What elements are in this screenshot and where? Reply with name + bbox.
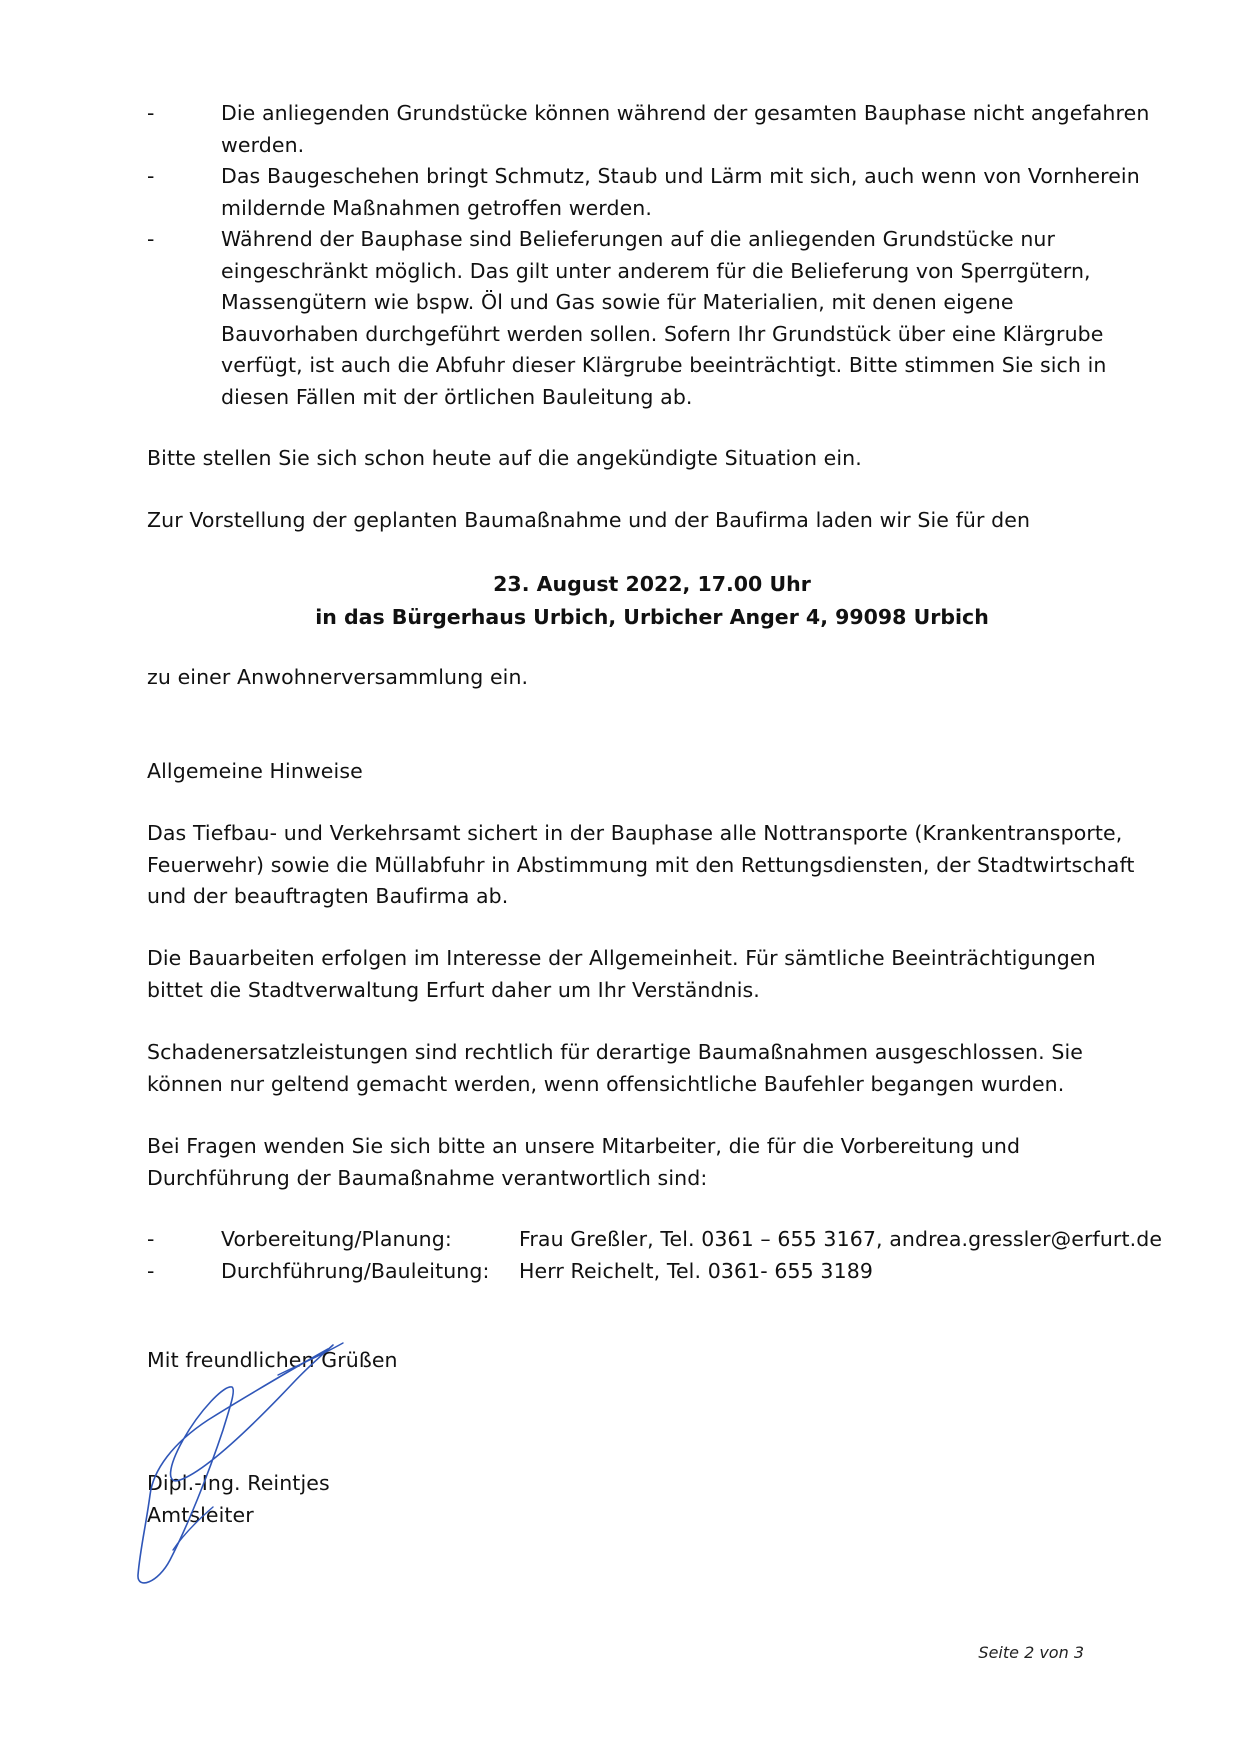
contact-list [147, 1224, 1163, 1287]
general-notes-heading: Allgemeine Hinweise [147, 759, 363, 783]
bullet-line: werden. [221, 132, 305, 157]
paragraph-line: Die Bauarbeiten erfolgen im Interesse der Allgemeinheit. Für sämtliche Beeinträchtigungen [147, 946, 1096, 970]
signer-block [147, 1468, 1157, 1531]
event-location: in das Bürgerhaus Urbich, Urbicher Anger 4, 99098 Urbich [315, 605, 989, 629]
contact-label: Vorbereitung/Planung: [221, 1227, 452, 1251]
bullet-text [221, 224, 1157, 413]
contact-details: Herr Reichelt, Tel. 0361- 655 3189 [519, 1258, 873, 1283]
questions-paragraph [147, 1131, 1157, 1194]
bullet-line: Während der Bauphase sind Belieferungen auf die anliegenden Grundstücke nur [221, 227, 1056, 251]
emergency-transport-paragraph [147, 818, 1157, 913]
bullet-line: Bauvorhaben durchgeführt werden sollen. Sofern Ihr Grundstück über eine Klärgrube [221, 321, 1104, 346]
bullet-line: Die anliegenden Grundstücke können während der gesamten Bauphase nicht angefahren [221, 101, 1150, 125]
paragraph-line: können nur geltend gemacht werden, wenn offensichtliche Baufehler begangen wurden. [147, 1071, 1065, 1096]
bullet-dash: - [147, 101, 155, 125]
closing-greeting: Mit freundlichen Grüßen [147, 1348, 398, 1372]
page-number: Seite 2 von 3 [978, 1643, 1084, 1662]
public-interest-paragraph [147, 943, 1157, 1006]
signer-title: Amtsleiter [147, 1502, 254, 1527]
meeting-paragraph: zu einer Anwohnerversammlung ein. [147, 665, 529, 689]
bullet-line: Das Baugeschehen bringt Schmutz, Staub und Lärm mit sich, auch wenn von Vornherein [221, 164, 1140, 188]
bullet-dash: - [147, 164, 155, 188]
bullet-line: mildernde Maßnahmen getroffen werden. [221, 195, 653, 220]
contact-details: Frau Greßler, Tel. 0361 – 655 3167, andrea.gressler@erfurt.de [519, 1227, 1163, 1251]
impact-bullet-list [147, 98, 1157, 413]
impact-bullet [147, 161, 1157, 224]
signer-name: Dipl.-Ing. Reintjes [147, 1471, 330, 1495]
bullet-line: verfügt, ist auch die Abfuhr dieser Klärgrube beeinträchtigt. Bitte stimmen Sie sich in [221, 353, 1107, 377]
paragraph-line: bittet die Stadtverwaltung Erfurt daher um Ihr Verständnis. [147, 977, 760, 1002]
paragraph-line: Das Tiefbau- und Verkehrsamt sichert in der Bauphase alle Nottransporte (Krankentransporte, [147, 821, 1123, 845]
paragraph-line: Durchführung der Baumaßnahme verantwortlich sind: [147, 1165, 708, 1190]
prepare-paragraph: Bitte stellen Sie sich schon heute auf die angekündigte Situation ein. [147, 446, 862, 470]
bullet-text [221, 161, 1157, 224]
contact-label: Durchführung/Bauleitung: [221, 1258, 490, 1283]
contact-dash: - [147, 1258, 155, 1283]
paragraph-line: Bei Fragen wenden Sie sich bitte an unsere Mitarbeiter, die für die Vorbereitung und [147, 1134, 1021, 1158]
bullet-text [221, 98, 1157, 161]
contact-row [147, 1224, 1163, 1256]
impact-bullet [147, 224, 1157, 413]
impact-bullet [147, 98, 1157, 161]
bullet-line: eingeschränkt möglich. Das gilt unter anderem für die Belieferung von Sperrgütern, [221, 258, 1091, 283]
event-date: 23. August 2022, 17.00 Uhr [493, 572, 811, 596]
bullet-dash: - [147, 227, 155, 251]
paragraph-line: Feuerwehr) sowie die Müllabfuhr in Abstimmung mit den Rettungsdiensten, der Stadtwirtschaft [147, 852, 1135, 877]
damages-paragraph [147, 1037, 1157, 1100]
paragraph-line: Schadenersatzleistungen sind rechtlich für derartige Baumaßnahmen ausgeschlossen. Sie [147, 1040, 1083, 1064]
contact-dash: - [147, 1227, 155, 1251]
bullet-line: diesen Fällen mit der örtlichen Bauleitung ab. [221, 384, 693, 409]
bullet-line: Massengütern wie bspw. Öl und Gas sowie für Materialien, mit denen eigene [221, 290, 1014, 314]
contact-row [147, 1256, 1157, 1288]
paragraph-line: und der beauftragten Baufirma ab. [147, 884, 509, 908]
invitation-paragraph: Zur Vorstellung der geplanten Baumaßnahme und der Baufirma laden wir Sie für den [147, 508, 1031, 532]
